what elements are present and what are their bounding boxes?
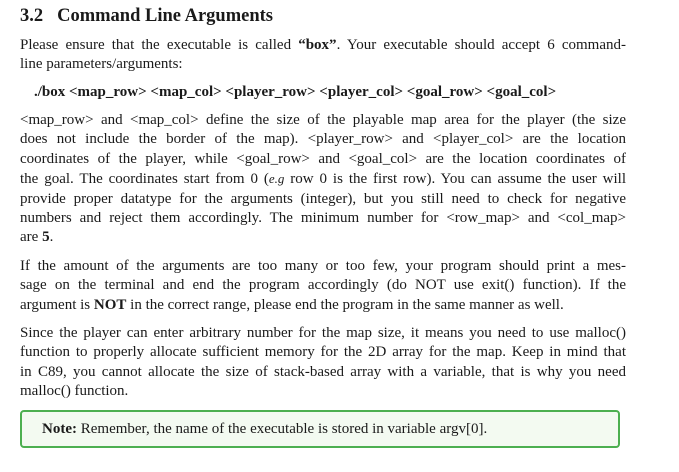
text-line: are 5. <box>20 229 54 246</box>
text-line: provide proper datatype for the arguments (integer), but you still need to check for negative <box>20 190 626 207</box>
argument-count-paragraph <box>20 257 626 315</box>
text-line: argument is NOT in the correct range, please end the program in the same manner as well. <box>20 296 564 313</box>
command-usage: ./box <map_row> <map_col> <player_row> <player_col> <goal_row> <goal_col> <box>34 84 557 100</box>
arguments-paragraph <box>20 111 626 248</box>
note-label: Note: <box>42 421 77 437</box>
text-line: Since the player can enter arbitrary number for the map size, it means you need to use malloc() <box>20 325 626 341</box>
italic-abbrev: e.g <box>268 171 285 187</box>
section-number: 3.2 <box>20 6 44 26</box>
section-heading <box>20 6 273 27</box>
text-line: sage on the terminal and end the program accordingly (do NOT use exit() function). If the <box>20 277 626 294</box>
text-line: in C89, you cannot allocate the size of stack-based array with a variable, that is why you need <box>20 363 626 380</box>
text-line: coordinates of the player, while <goal_row> and <goal_col> are the location coordinates of <box>20 150 626 167</box>
section-title: Command Line Arguments <box>57 6 273 26</box>
emphasis-not: NOT <box>93 296 127 313</box>
text-line: malloc() function. <box>20 383 129 400</box>
intro-paragraph <box>20 36 626 75</box>
minimum-value: 5 <box>42 229 50 246</box>
note-box <box>20 410 620 448</box>
malloc-paragraph <box>20 324 626 402</box>
text-line: If the amount of the arguments are too many or too few, your program should print a mes- <box>20 258 626 274</box>
text-line: line parameters/arguments: <box>20 56 183 73</box>
text-line: numbers and reject them accordingly. The minimum number for <row_map> and <col_map> <box>20 210 626 227</box>
text-line: does not include the border of the map). <player_row> and <player_col> are the location <box>20 131 626 148</box>
text-line: function to properly allocate sufficient memory for the 2D array for the map. Keep in mind that <box>20 344 626 361</box>
text-line: Please ensure that the executable is called “box”. Your executable should accept 6 command- <box>20 37 626 53</box>
note-text: Note: Remember, the name of the executable is stored in variable argv[0]. <box>42 421 488 437</box>
executable-name: “box” <box>298 37 337 53</box>
text-line: the goal. The coordinates start from 0 (e.g row 0 is the first row). You can assume the user will <box>20 171 626 188</box>
text-line: <map_row> and <map_col> define the size of the playable map area for the player (the size <box>20 112 626 128</box>
